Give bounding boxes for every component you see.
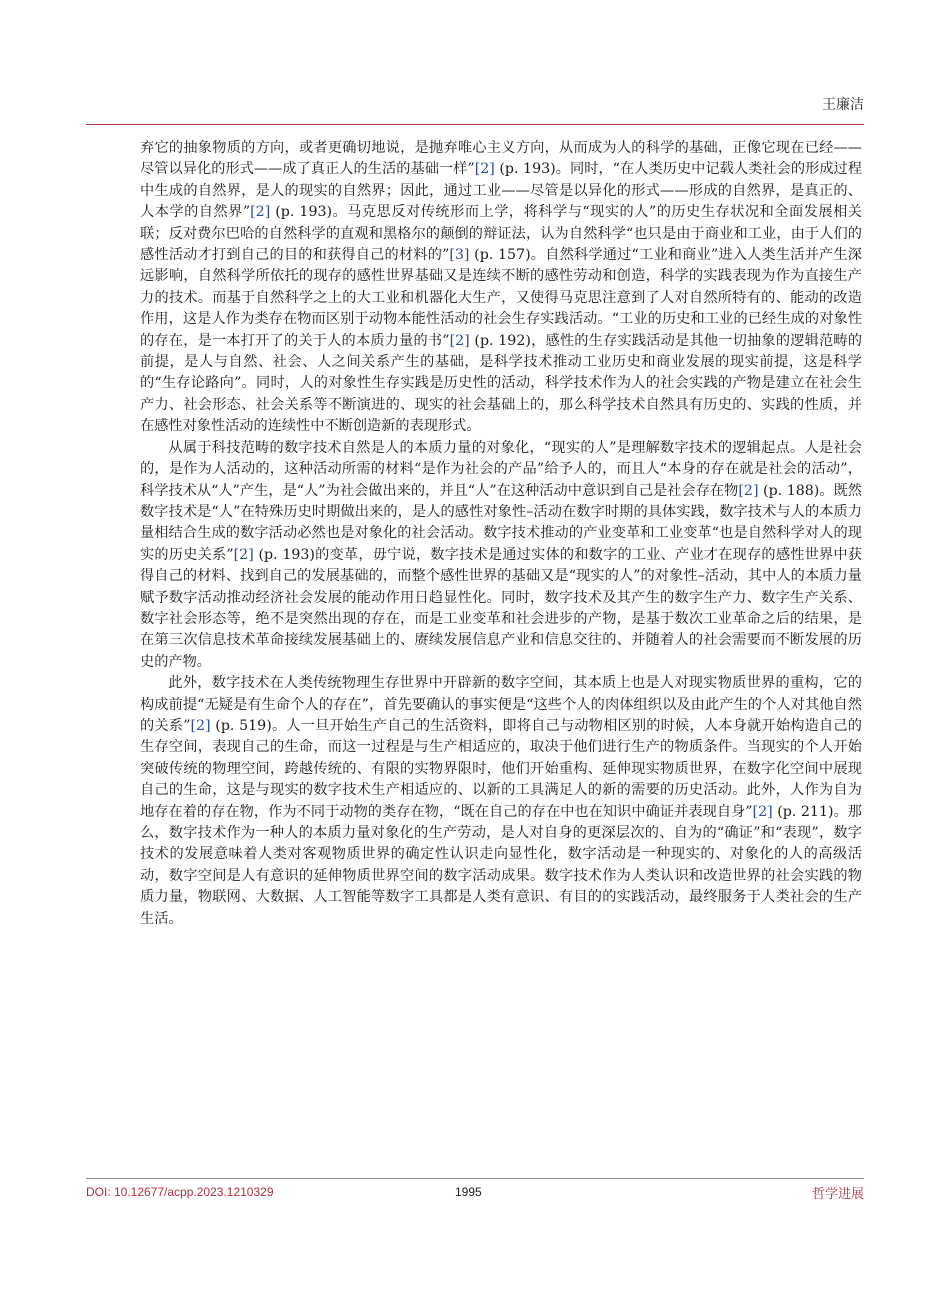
- text-run: (p. 193)。马克思反对传统形而上学，将科学与“现实的人”的历史生存状况和全面发展相关联；反对费尔巴哈的自然科学的直观和黑格尔的颠倒的辩证法，认为自然科学“也只是由于商业和工业，由于人们的感性活动才打到自己的目的和获得自己的材料的”: [140, 204, 862, 264]
- header-divider: [86, 124, 864, 125]
- text-run: (p. 211)。那么，数字技术作为一种人的本质力量对象化的生产劳动，是人对自身的更深层次的、自为的“确证”和“表现”，数字技术的发展意味着人类对客观物质世界的确定性认识走向显性化，数字活动是一种现实的、对象化的人的高级活动，数字空间是人有意识的延伸物质世界空间的数字活动成果。数字技术作为人类认识和改造世界的社会实践的物质力量，物联网、大数据、人工智能等数字工具都是人类有意识、有目的的实践活动，最终服务于人类社会的生产生活。: [140, 803, 862, 927]
- text-run: 弃它的抽象物质的方向，或者更确切地说，是抛弃唯心主义方向，从而成为人的科学的基础，正像它现在已经——尽管以异化的形式——成了真正人的生活的基础一样”: [140, 140, 862, 178]
- text-run: (p. 157)。自然科学通过“工业和商业”进入人类生活并产生深远影响，自然科学所依托的现存的感性世界基础又是连续不断的感性劳动和创造，科学的实践表现为作为直接生产力的技术。而基于自然科学之上的大工业和机器化大生产，又使得马克思注意到了人对自然所特有的、能动的改造作用，这是人作为类存在物而区别于动物本能性活动的社会生存实践活动。“工业的历史和工业的已经生成的对象性的存在，是一本打开了的关于人的本质力量的书”: [140, 247, 862, 349]
- citation-link[interactable]: [2]: [250, 204, 271, 221]
- citation-link[interactable]: [3]: [449, 247, 470, 264]
- footer-journal-name: 哲学进展: [811, 1187, 864, 1202]
- text-run: (p. 193)。同时，“在人类历史中记载人类社会的形成过程中生成的自然界，是人的现实的自然界；因此，通过工业——尽管是以异化的形式——形成的自然界，是真正的、人本学的自然界”: [140, 161, 862, 221]
- paragraph-1: [140, 138, 862, 438]
- text-run: 此外，数字技术在人类传统物理生存世界中开辟新的数字空间，其本质上也是人对现实物质世界的重构，它的构成前提“无疑是有生命个人的存在”，首先要确认的事实便是“这些个人的肉体组织以及由此产生的个人对其他自然的关系”: [140, 675, 862, 734]
- citation-link[interactable]: [2]: [233, 546, 254, 563]
- footer-doi-link[interactable]: DOI: 10.12677/acpp.2023.1210329: [86, 1185, 274, 1199]
- header-author: 王廉洁: [822, 97, 864, 113]
- paragraph-2: [140, 438, 862, 673]
- footer-divider: [86, 1178, 864, 1179]
- citation-link[interactable]: [2]: [449, 332, 470, 349]
- citation-link[interactable]: [2]: [752, 803, 773, 820]
- citation-link[interactable]: [2]: [190, 717, 211, 734]
- text-run: (p. 188)。既然数字技术是“人”在特殊历史时期做出来的，是人的感性对象性–活动在数字时期的具体实践，数字技术与人的本质力量相结合生成的数字活动必然也是对象化的社会活动。数字技术推动的产业变革和工业变革“也是自然科学对人的现实的历史关系”: [140, 482, 862, 563]
- footer-page-number: 1995: [455, 1185, 482, 1199]
- text-run: (p. 519)。人一旦开始生产自己的生活资料，即将自己与动物相区别的时候，人本身就开始构造自己的生存空间，表现自己的生命，而这一过程是与生产相适应的，取决于他们进行生产的物质条件。当现实的个人开始突破传统的物理空间，跨越传统的、有限的实物界限时，他们开始重构、延伸现实物质世界，在数字化空间中展现自己的生命，这是与现实的数字技术生产相适应的、以新的工具满足人的新的需要的历史活动。此外，人作为自为地存在着的存在物，作为不同于动物的类存在物，“既在自己的存在中也在知识中确证并表现自身”: [140, 717, 862, 820]
- paragraph-3: [140, 673, 862, 930]
- citation-link[interactable]: [2]: [738, 482, 759, 499]
- article-body: [140, 138, 862, 930]
- text-run: (p. 193)的变革，毋宁说，数字技术是通过实体的和数字的工业、产业才在现存的感性世界中获得自己的材料、找到自己的发展基础的，而整个感性世界的基础又是“现实的人”的对象性–活动，其中人的本质力量赋予数字活动推动经济社会发展的能动作用日趋显性化。同时，数字技术及其产生的数字生产力、数字生产关系、数字社会形态等，绝不是突然出现的存在，而是工业变革和社会进步的产物，是基于数次工业革命之后的结果，是在第三次信息技术革命接续发展基础上的、赓续发展信息产业和信息交往的、并随着人的社会需要而不断发展的历史的产物。: [140, 546, 862, 670]
- text-run: (p. 192)，感性的生存实践活动是其他一切抽象的逻辑范畴的前提，是人与自然、社会、人之间关系产生的基础，是科学技术推动工业历史和商业发展的现实前提，这是科学的“生存论路向”。同时，人的对象性生存实践是历史性的活动，科学技术作为人的社会实践的产物是建立在社会生产力、社会形态、社会关系等不断演进的、现实的社会基础上的，那么科学技术自然具有历史的、实践的性质，并在感性对象性活动的连续性中不断创造新的表现形式。: [140, 332, 863, 435]
- text-run: 从属于科技范畴的数字技术自然是人的本质力量的对象化，“现实的人”是理解数字技术的逻辑起点。人是社会的，是作为人活动的，这种活动所需的材料“是作为社会的产品”给予人的，而且人“本身的存在就是社会的活动”，科学技术从“人”产生，是“人”为社会做出来的，并且“人”在这种活动中意识到自己是社会存在物: [140, 439, 862, 499]
- citation-link[interactable]: [2]: [474, 161, 495, 178]
